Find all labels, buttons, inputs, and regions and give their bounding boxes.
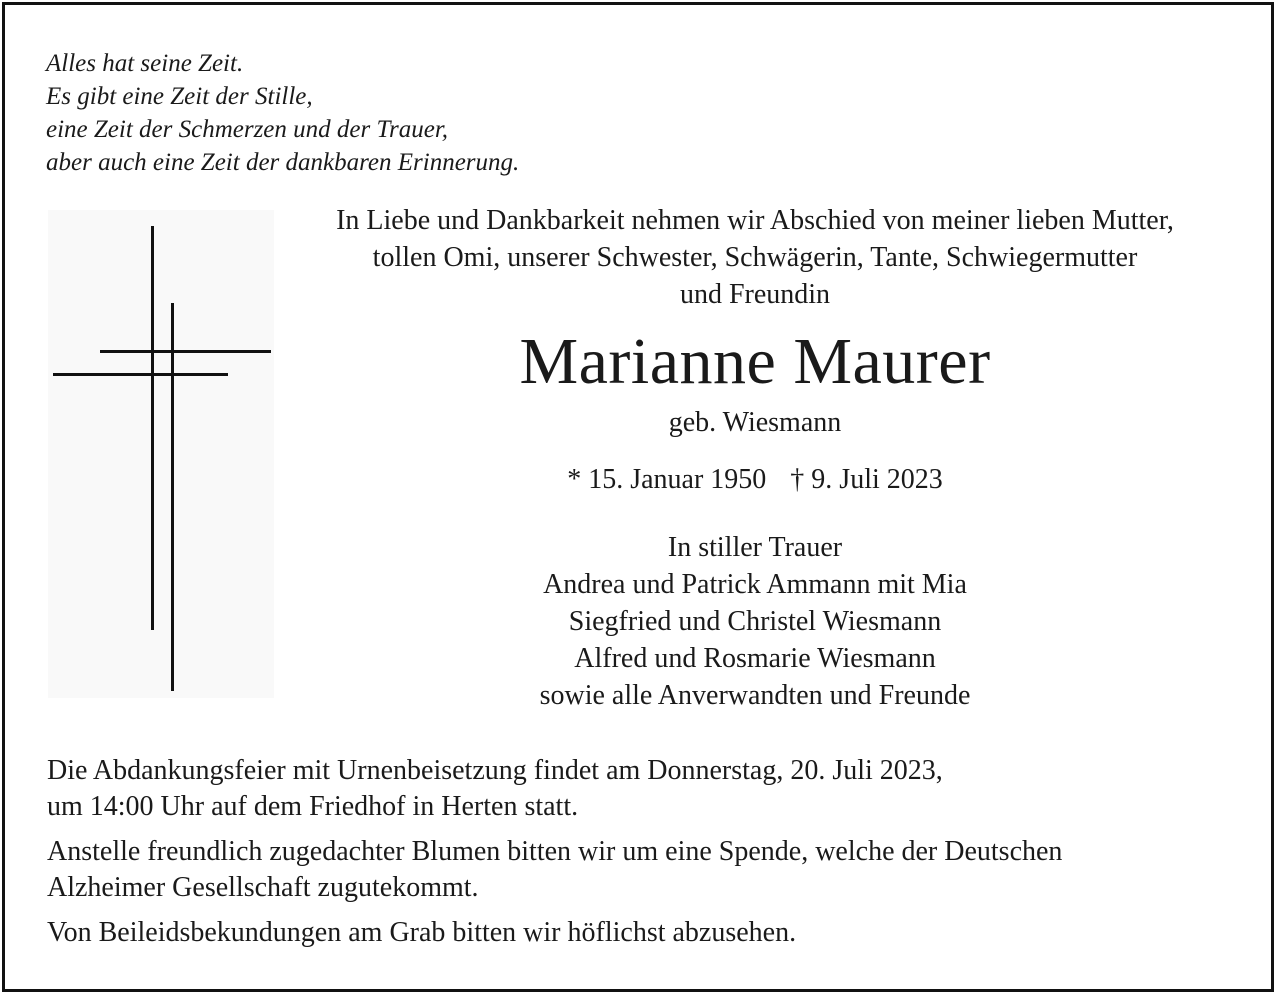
ceremony-note bbox=[47, 753, 1247, 825]
motto-line: Alles hat seine Zeit. bbox=[46, 50, 244, 77]
intro-text bbox=[250, 202, 1260, 313]
cross-back-horizontal bbox=[100, 350, 271, 353]
intro-line: In Liebe und Dankbarkeit nehmen wir Abschied von meiner lieben Mutter, bbox=[336, 205, 1174, 236]
ceremony-line: um 14:00 Uhr auf dem Friedhof in Herten statt. bbox=[47, 791, 579, 822]
cross-panel bbox=[48, 210, 274, 698]
birth-date: * 15. Januar 1950 bbox=[567, 464, 767, 495]
ceremony-line: Die Abdankungsfeier mit Urnenbeisetzung findet am Donnerstag, 20. Juli 2023, bbox=[47, 755, 943, 786]
cross-back-vertical bbox=[151, 226, 154, 630]
mourners-list bbox=[250, 529, 1260, 714]
notes-section bbox=[47, 753, 1247, 960]
mourners-heading: In stiller Trauer bbox=[667, 532, 843, 563]
motto-line: aber auch eine Zeit der dankbaren Erinnerung. bbox=[46, 149, 520, 176]
donation-line: Anstelle freundlich zugedachter Blumen bitten wir um eine Spende, welche der Deutschen bbox=[47, 836, 1063, 867]
death-date: † 9. Juli 2023 bbox=[790, 464, 943, 495]
motto-line: eine Zeit der Schmerzen und der Trauer, bbox=[46, 116, 449, 143]
mourner-line: Andrea und Patrick Ammann mit Mia bbox=[543, 569, 967, 600]
intro-line: und Freundin bbox=[679, 279, 831, 310]
mourner-line: Alfred und Rosmarie Wiesmann bbox=[574, 643, 936, 674]
birth-name: geb. Wiesmann bbox=[668, 407, 842, 438]
life-dates bbox=[250, 461, 1260, 498]
cross-front-vertical bbox=[171, 303, 174, 691]
deceased-name: Marianne Maurer bbox=[519, 325, 991, 398]
cross-front-horizontal bbox=[53, 373, 228, 376]
motto-line: Es gibt eine Zeit der Stille, bbox=[46, 83, 313, 110]
intro-line: tollen Omi, unserer Schwester, Schwägerin, Tante, Schwiegermutter bbox=[372, 242, 1138, 273]
mourner-line: Siegfried und Christel Wiesmann bbox=[568, 606, 942, 637]
motto-verse bbox=[46, 47, 519, 179]
condolences-note: Von Beileidsbekundungen am Grab bitten wir höflichst abzusehen. bbox=[47, 917, 797, 948]
donation-note bbox=[47, 834, 1247, 906]
donation-line: Alzheimer Gesellschaft zugutekommt. bbox=[47, 872, 479, 903]
mourner-line: sowie alle Anverwandten und Freunde bbox=[539, 680, 971, 711]
